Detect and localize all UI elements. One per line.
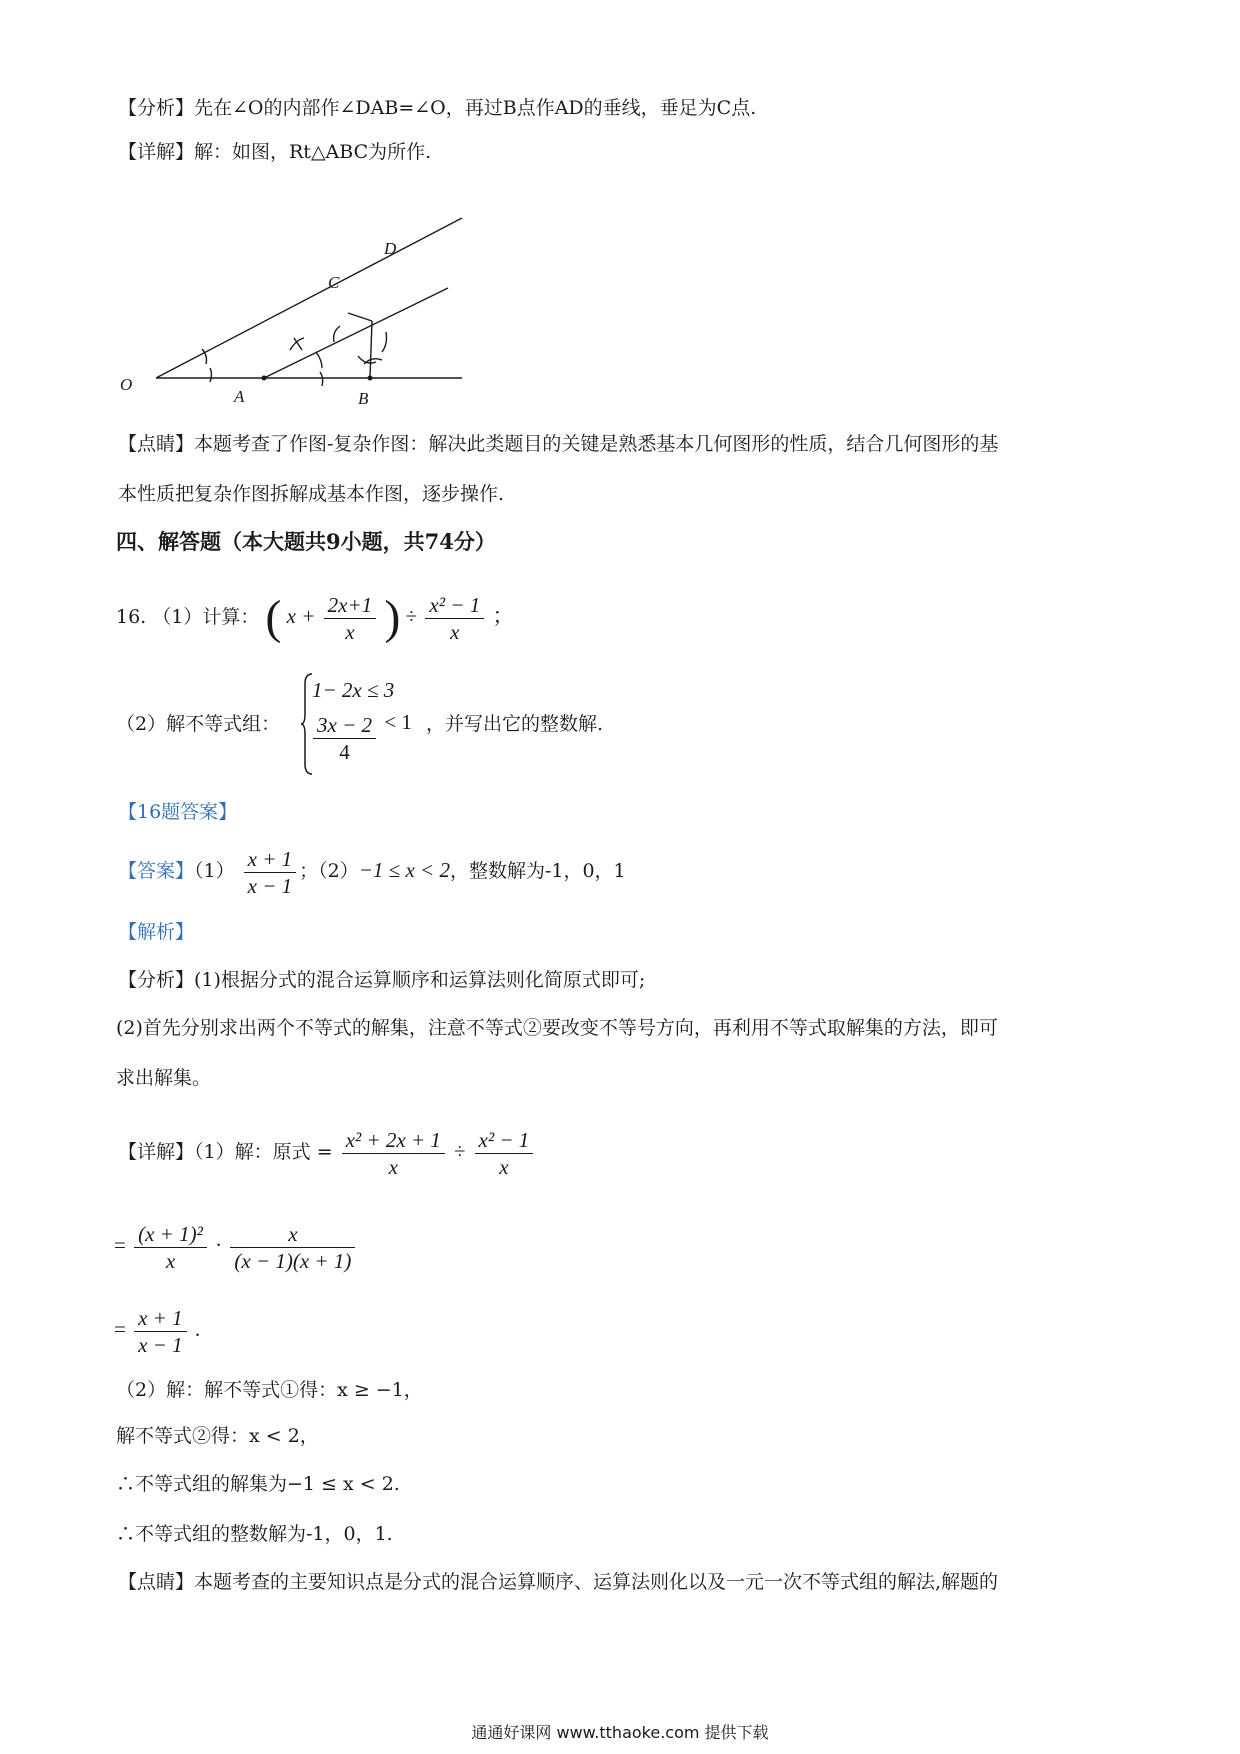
detail-s3-num: x + 1 [134, 1305, 187, 1332]
detail-p2-line-3: ∴不等式组的解集为−1 ≤ x < 2. [116, 1473, 400, 1495]
detail-s2-frac-1 [134, 1221, 207, 1274]
arc-cross-1 [290, 338, 304, 350]
answer-line [118, 840, 626, 900]
perp-extension [348, 313, 372, 321]
detail-s3-frac [134, 1305, 187, 1358]
arc-O-2 [210, 368, 212, 382]
detail-frac-1 [342, 1127, 445, 1180]
answer-fraction [244, 846, 297, 899]
ineq2-numerator: 3x − 2 [313, 712, 376, 739]
detail-frac-1-num: x² + 2x + 1 [342, 1127, 445, 1154]
construction-figure [120, 198, 480, 410]
answer-p2: ；（2） [299, 860, 359, 882]
analysis-line-1: 【分析】(1)根据分式的混合运算顺序和运算法则化简原式即可; [118, 969, 646, 991]
analysis-line-3: 求出解集。 [116, 1067, 212, 1089]
answer-tail: ，整数解为-1，0，1 [449, 860, 626, 882]
detail-s2-frac-1-num: (x + 1)² [134, 1221, 207, 1248]
paren-right: ) [384, 591, 401, 645]
dot-sign: · [215, 1233, 223, 1257]
eq-sign: = [114, 1317, 126, 1341]
answer-tag: 【16题答案】 [118, 801, 238, 823]
analysis-text-1: 【分析】先在∠O的内部作∠DAB=∠O，再过B点作AD的垂线，垂足为C点. [118, 97, 757, 119]
arc-A-1 [316, 352, 322, 368]
analysis-line-2: (2)首先分别求出两个不等式的解集，注意不等式②要改变不等号方向，再利用不等式取解集的方法，即可 [116, 1017, 998, 1039]
label-B: B [358, 389, 369, 408]
arc-C-2 [382, 332, 387, 352]
ineq2-rhs: < 1 [384, 710, 412, 735]
answer-frac-num: x + 1 [244, 846, 297, 873]
eq-sign: = [114, 1233, 126, 1257]
paren-left: ( [265, 591, 282, 645]
inequality-2 [310, 712, 412, 772]
fraction-denominator: x [345, 619, 355, 644]
detail-p2-line-4: ∴不等式组的整数解为-1，0，1. [116, 1523, 393, 1545]
fraction-denominator: x [450, 619, 460, 644]
answer-range: −1 ≤ x < 2 [358, 858, 450, 882]
detail-s2-frac-2 [230, 1221, 355, 1274]
arc-C-1 [334, 326, 340, 342]
semicolon: ； [492, 604, 514, 628]
dianjing-line-2: 本性质把复杂作图拆解成基本作图，逐步操作. [118, 483, 505, 505]
detail-text-1: 【详解】解：如图，Rt△ABC为所作. [118, 141, 432, 163]
expr-x-plus: x + [286, 604, 316, 628]
answer-p1: （1） [194, 860, 235, 882]
perpendicular-BC [370, 321, 372, 378]
detail-s2-frac-2-num: x [230, 1221, 355, 1248]
ineq2-denominator: 4 [339, 740, 350, 764]
detail-p2-line-1: （2）解：解不等式①得：x ≥ −1， [116, 1379, 423, 1401]
point-B [368, 376, 373, 381]
closing-dianjing: 【点睛】本题考查的主要知识点是分式的混合运算顺序、运算法则化以及一元一次不等式组的解法,解题的 [118, 1571, 999, 1593]
detail-frac-1-den: x [388, 1154, 398, 1179]
detail-s2-frac-2-den: (x − 1)(x + 1) [234, 1248, 352, 1273]
detail-frac-2 [475, 1127, 534, 1180]
q16-part2-prefix: （2）解不等式组： [116, 713, 281, 735]
fraction-2x1-over-x [324, 592, 377, 645]
fraction-numerator: x² − 1 [425, 592, 484, 619]
period: . [194, 1317, 201, 1341]
q16-part1 [116, 586, 513, 646]
point-A [262, 376, 267, 381]
fraction-x2-1-over-x [425, 592, 484, 645]
detail-frac-2-num: x² − 1 [475, 1127, 534, 1154]
label-O: O [120, 375, 133, 394]
label-D: D [384, 239, 397, 258]
detail-step-3 [114, 1296, 200, 1362]
line-AD [264, 288, 448, 378]
detail-prefix: 【详解】（1）解：原式 = [118, 1141, 333, 1163]
label-C: C [328, 273, 340, 292]
jiexi-label: 【解析】 [118, 921, 195, 943]
detail-p2-line-2: 解不等式②得：x < 2， [116, 1425, 319, 1447]
fraction-numerator: 2x+1 [324, 592, 377, 619]
answer-label: 【答案】 [118, 860, 195, 882]
detail-s2-frac-1-den: x [165, 1248, 176, 1273]
q16-part1-prefix: 16. （1）计算： [116, 606, 260, 628]
detail-step-2 [114, 1212, 358, 1278]
arc-A-2 [320, 372, 323, 386]
dianjing-line-1: 【点睛】本题考查了作图-复杂作图：解决此类题目的关键是熟悉基本几何图形的性质，结合几何图形的基 [118, 433, 999, 455]
footer-text: 通通好课网 www.tthaoke.com 提供下载 [471, 1723, 769, 1742]
answer-frac-den: x − 1 [247, 873, 293, 898]
detail-step-1 [118, 1118, 536, 1184]
inequality-1: 1− 2x ≤ 3 [312, 678, 395, 702]
q16-part2-suffix: ，并写出它的整数解. [426, 713, 604, 735]
detail-divide: ÷ [453, 1139, 466, 1163]
ray-upper [156, 218, 462, 378]
section-heading: 四、解答题（本大题共9小题，共74分） [116, 529, 496, 554]
detail-s3-den: x − 1 [138, 1332, 183, 1357]
detail-frac-2-den: x [499, 1154, 509, 1179]
label-A: A [234, 387, 245, 406]
divide-sign: ÷ [405, 604, 418, 628]
